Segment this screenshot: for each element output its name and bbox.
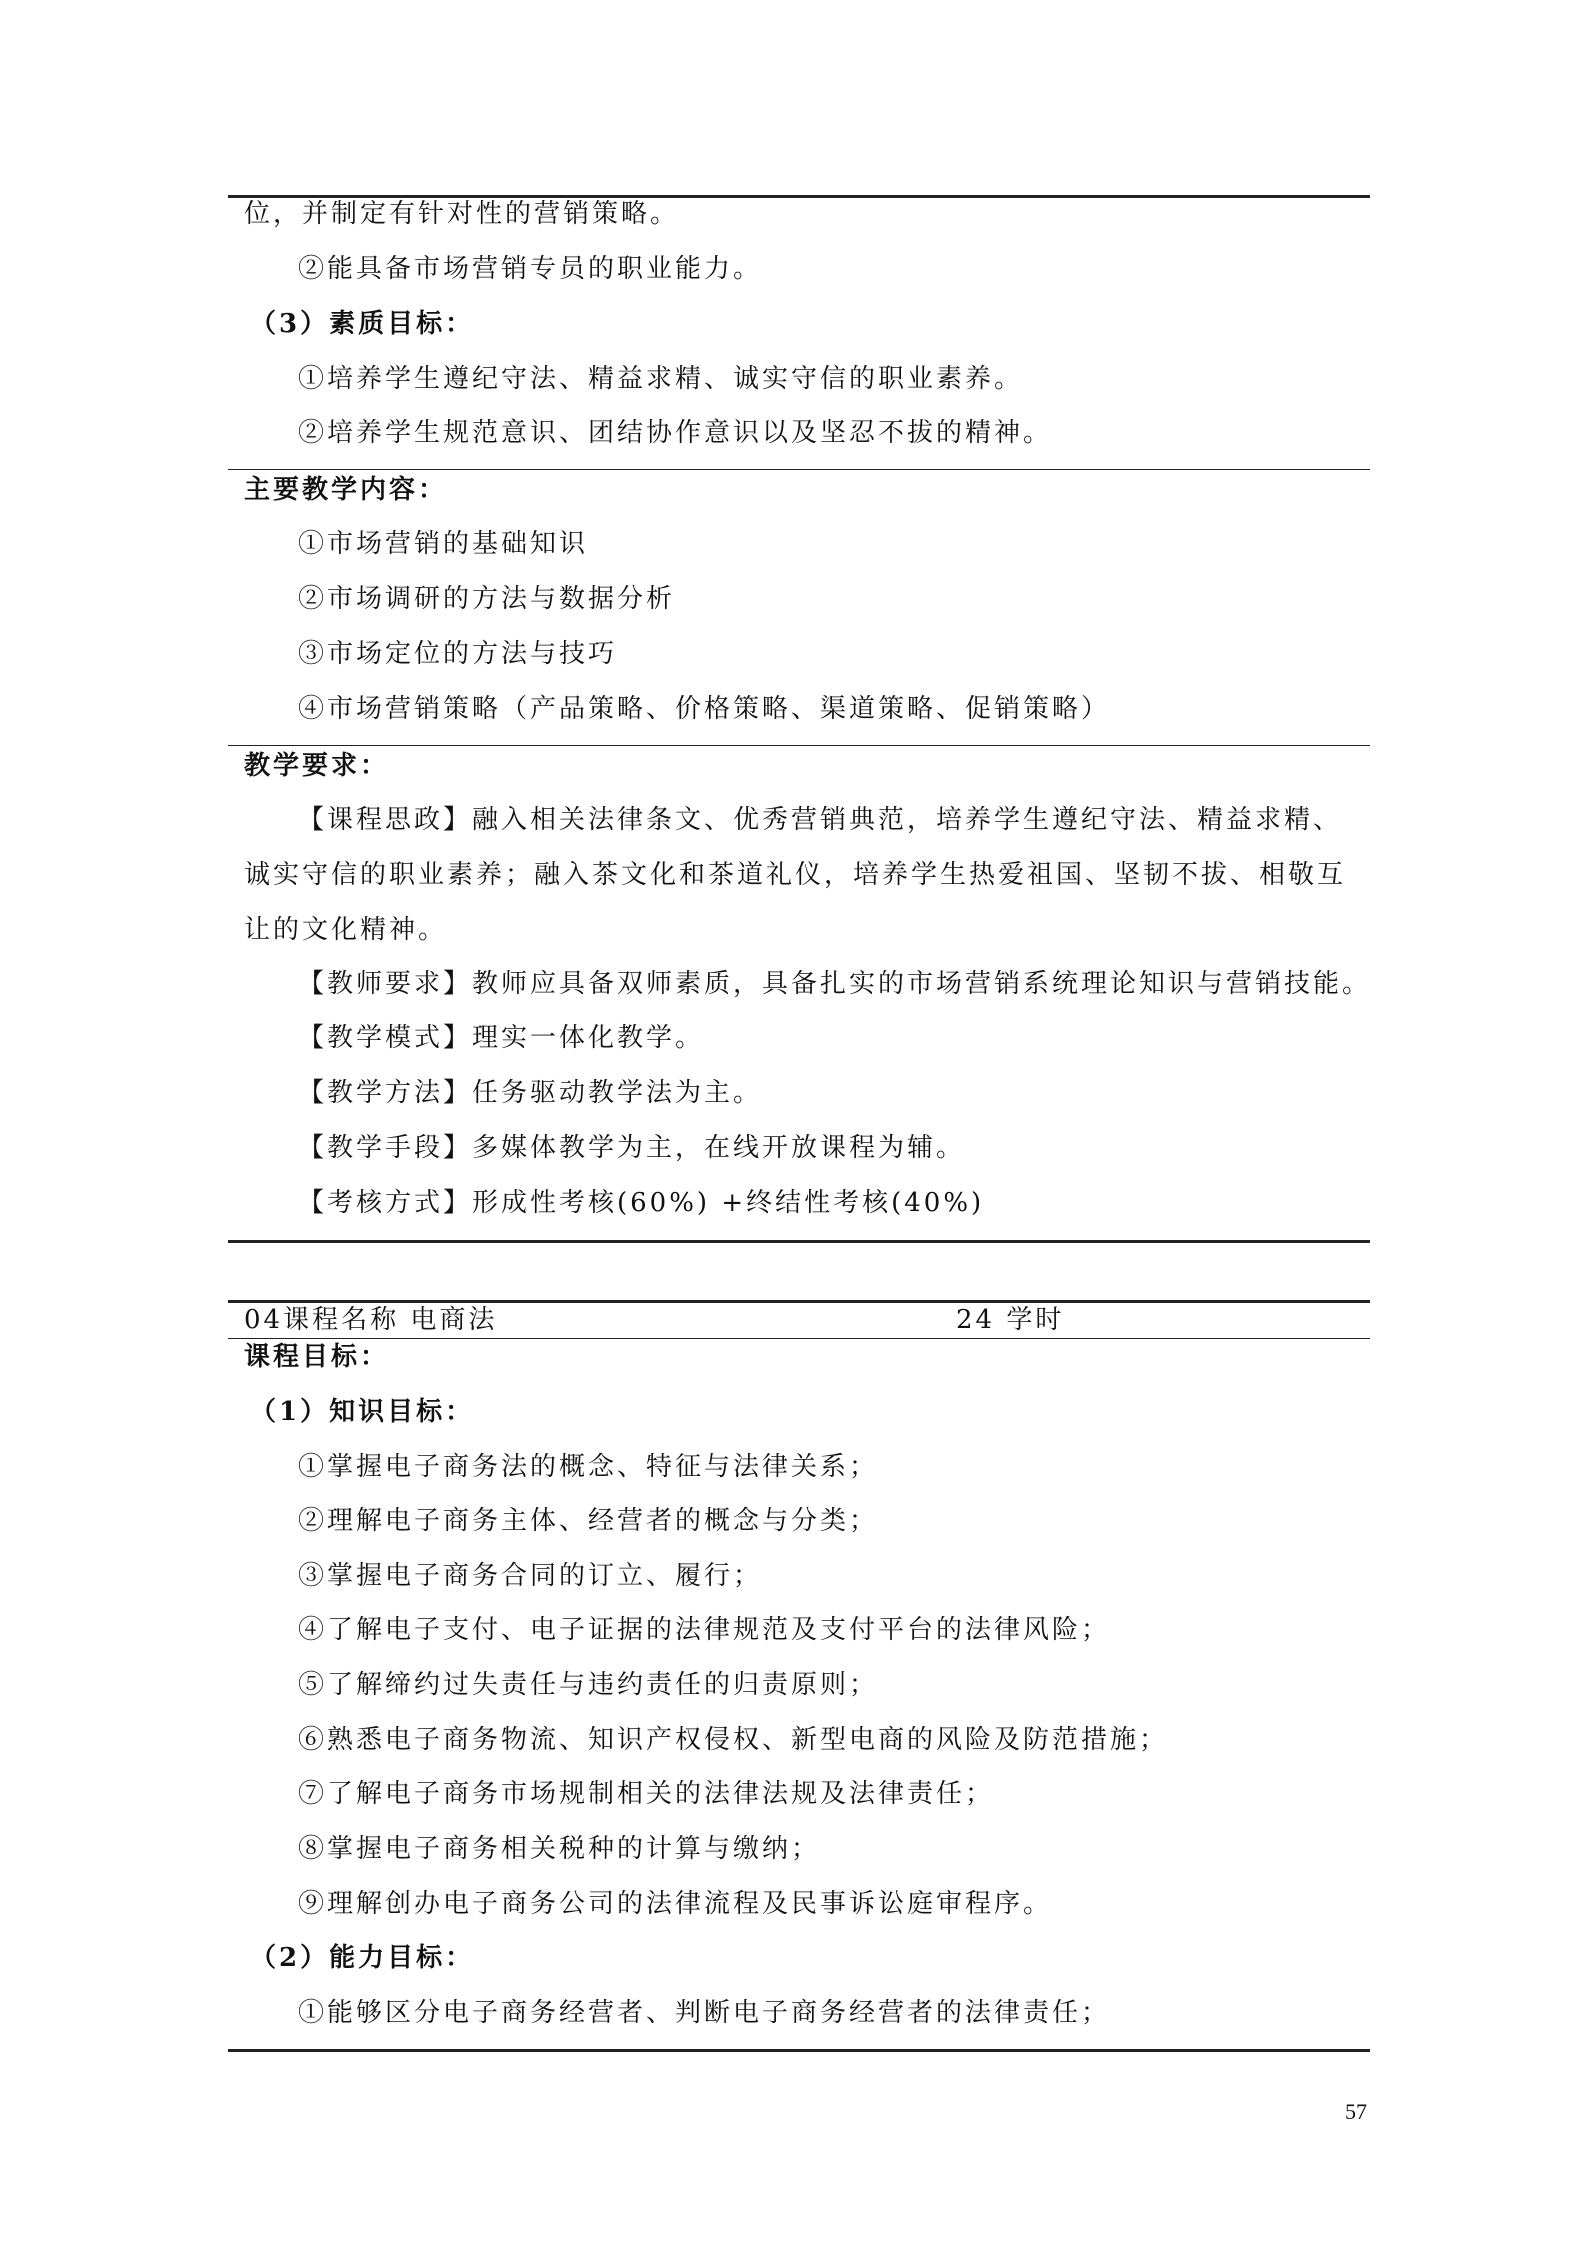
- knowledge-item: ⑤了解缔约过失责任与违约责任的归责原则；: [298, 1670, 879, 1700]
- assessment-method: 【考核方式】形成性考核(60%) +终结性考核(40%): [298, 1188, 985, 1218]
- knowledge-item: ⑨理解创办电子商务公司的法律流程及民事诉讼庭审程序。: [298, 1889, 1053, 1919]
- teaching-mode: 【教学模式】理实一体化教学。: [298, 1023, 705, 1053]
- quality-item: ①培养学生遵纪守法、精益求精、诚实守信的职业素养。: [298, 364, 1024, 394]
- course-title: 04课程名称 电商法: [244, 1305, 498, 1335]
- paragraph-continuation: 位，并制定有针对性的营销策略。: [244, 199, 680, 229]
- ideology-paragraph: 【课程思政】融入相关法律条文、优秀营销典范，培养学生遵纪守法、精益求精、诚实守信的职业素养；融入茶文化和茶道礼仪，培养学生热爱祖国、坚韧不拔、相敬互让的文化精神。: [244, 805, 1347, 945]
- quality-item: ②培养学生规范意识、团结协作意识以及坚忍不拔的精神。: [298, 418, 1053, 448]
- ability-item: ①能够区分电子商务经营者、判断电子商务经营者的法律责任；: [298, 1998, 1111, 2028]
- knowledge-item: ⑧掌握电子商务相关税种的计算与缴纳；: [298, 1834, 821, 1864]
- table-bottom-rule: [228, 2049, 1370, 2052]
- teacher-requirement: 【教师要求】教师应具备双师素质，具备扎实的市场营销系统理论知识与营销技能。: [298, 969, 1372, 999]
- content-item: ①市场营销的基础知识: [298, 529, 589, 559]
- knowledge-item: ②理解电子商务主体、经营者的概念与分类；: [298, 1506, 879, 1536]
- section-divider: [228, 745, 1370, 746]
- quality-objectives-heading: （3）素质目标：: [250, 309, 475, 339]
- knowledge-item: ①掌握电子商务法的概念、特征与法律关系；: [298, 1452, 879, 1482]
- ability-objectives-heading: （2）能力目标：: [250, 1943, 475, 1973]
- knowledge-item: ⑦了解电子商务市场规制相关的法律法规及法律责任；: [298, 1779, 995, 1809]
- table-bottom-rule: [228, 1240, 1370, 1243]
- knowledge-item: ④了解电子支付、电子证据的法律规范及支付平台的法律风险；: [298, 1615, 1111, 1645]
- content-item: ④市场营销策略（产品策略、价格策略、渠道策略、促销策略）: [298, 694, 1111, 724]
- knowledge-item: ⑥熟悉电子商务物流、知识产权侵权、新型电商的风险及防范措施；: [298, 1725, 1169, 1755]
- knowledge-objectives-heading: （1）知识目标：: [250, 1397, 475, 1427]
- content-item: ②市场调研的方法与数据分析: [298, 584, 676, 614]
- teaching-method: 【教学方法】任务驱动教学法为主。: [298, 1078, 763, 1108]
- course-hours: 24 学时: [956, 1305, 1065, 1335]
- content-heading: 主要教学内容：: [244, 475, 448, 505]
- course-title-row: [244, 1302, 1359, 1338]
- knowledge-item: ③掌握电子商务合同的订立、履行；: [298, 1561, 763, 1591]
- teaching-means: 【教学手段】多媒体教学为主，在线开放课程为辅。: [298, 1133, 966, 1163]
- content-item: ③市场定位的方法与技巧: [298, 639, 618, 669]
- section-divider: [228, 469, 1370, 470]
- objectives-heading: 课程目标：: [244, 1342, 390, 1372]
- ability-item: ②能具备市场营销专员的职业能力。: [298, 254, 763, 284]
- page-number: 57: [1345, 2099, 1367, 2124]
- requirements-heading: 教学要求：: [244, 751, 390, 781]
